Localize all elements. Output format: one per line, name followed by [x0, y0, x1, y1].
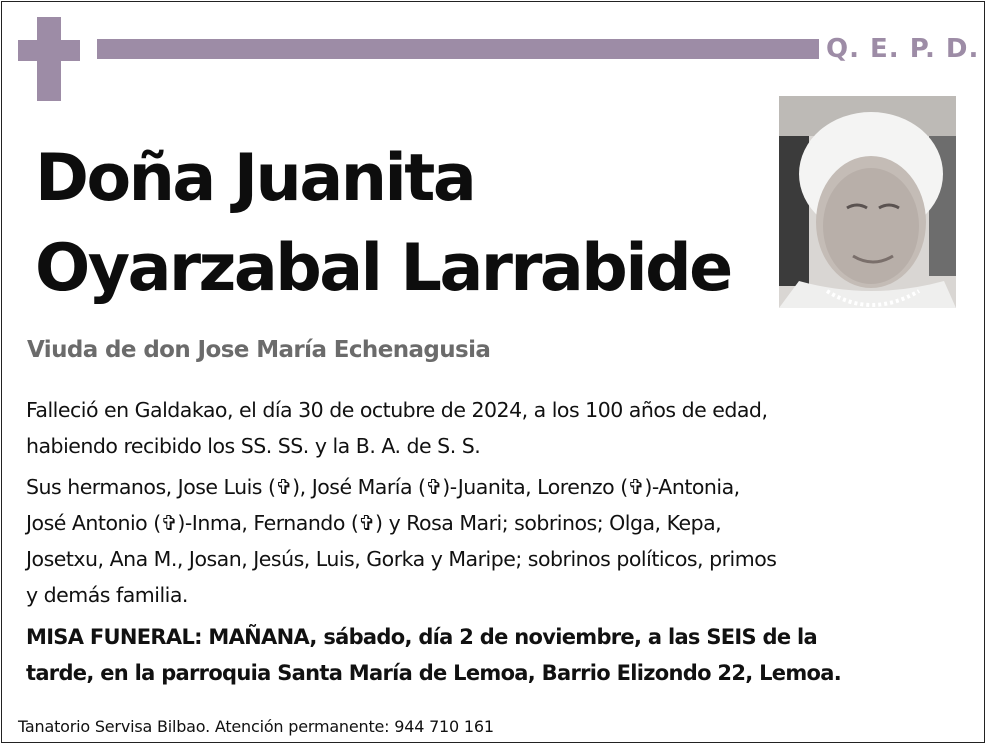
subtitle-widow: Viuda de don Jose María Echenagusia: [27, 337, 491, 363]
funeral-line: MISA FUNERAL: MAÑANA, sábado, día 2 de noviembre, a las SEIS de la: [26, 625, 818, 649]
name-line-1: Doña Juanita: [35, 141, 475, 216]
family-line: Sus hermanos, Jose Luis (✞), José María (✞)-Juanita, Lorenzo (✞)-Antonia,: [26, 475, 740, 499]
death-line: Falleció en Galdakao, el día 30 de octubre de 2024, a los 100 años de edad,: [26, 398, 768, 422]
death-line: habiendo recibido los SS. SS. y la B. A. de S. S.: [26, 434, 481, 458]
family-paragraph: [26, 469, 961, 613]
funeral-paragraph: [26, 619, 961, 691]
family-line: Josetxu, Ana M., Josan, Jesús, Luis, Gorka y Maripe; sobrinos políticos, primos: [26, 547, 777, 571]
funeral-home-footer: Tanatorio Servisa Bilbao. Atención permanente: 944 710 161: [18, 717, 494, 736]
funeral-line: tarde, en la parroquia Santa María de Lemoa, Barrio Elizondo 22, Lemoa.: [26, 661, 842, 685]
death-paragraph: [26, 392, 961, 464]
deceased-name: [35, 134, 775, 314]
family-line: y demás familia.: [26, 583, 188, 607]
family-line: José Antonio (✞)-Inma, Fernando (✞) y Rosa Mari; sobrinos; Olga, Kepa,: [26, 511, 722, 535]
qepd-label: Q. E. P. D.: [826, 34, 980, 64]
portrait-photo: [779, 96, 956, 308]
header-rule: [97, 39, 819, 59]
name-line-2: Oyarzabal Larrabide: [35, 231, 731, 306]
